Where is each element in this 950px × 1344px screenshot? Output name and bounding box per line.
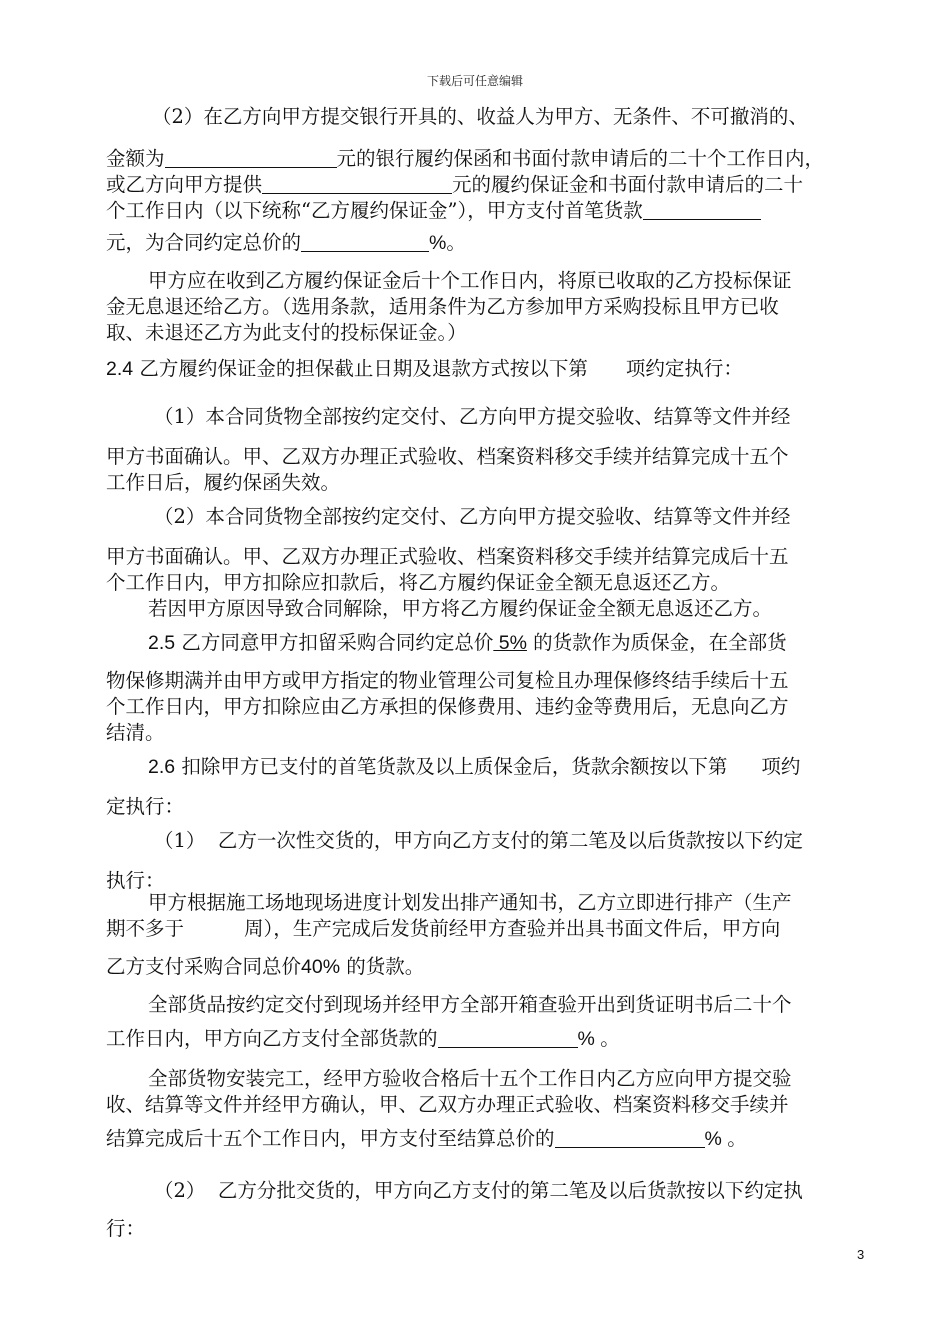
paragraph-line: 甲方书面确认。甲、乙双方办理正式验收、档案资料移交手续并结算完成后十五 — [106, 545, 789, 568]
paragraph-line: 或乙方向甲方提供 元的履约保证金和书面付款申请后的二十 — [106, 173, 804, 196]
paragraph-line: 全部货品按约定交付到现场并经甲方全部开箱查验开出到货证明书后二十个 — [148, 993, 792, 1016]
paragraph-line: 金额为 元的银行履约保函和书面付款申请后的二十个工作日内， — [106, 147, 825, 170]
paragraph-line: 定执行： — [106, 795, 185, 818]
deposit-blank[interactable] — [262, 173, 452, 194]
paragraph-line: 若因甲方原因导致合同解除，甲方将乙方履约保证金全额无息返还乙方。 — [148, 597, 773, 620]
paragraph-line: 工作日后，履约保函失效。 — [106, 471, 341, 494]
paragraph-line: 全部货物安装完工，经甲方验收合格后十五个工作日内乙方应向甲方提交验 — [148, 1067, 792, 1090]
paragraph-line: 金无息退还给乙方。（选用条款，适用条件为乙方参加甲方采购投标且甲方已收 — [106, 295, 779, 318]
paragraph-line: （2）在乙方向甲方提交银行开具的、收益人为甲方、无条件、不可撤消的、 — [152, 105, 808, 128]
paragraph-line: 甲方根据施工场地现场进度计划发出排产通知书，乙方立即进行排产（生产 — [148, 891, 792, 914]
paragraph-line: 期不多于 周），生产完成后发货前经甲方查验并出具书面文件后，甲方向 — [106, 917, 781, 940]
percent-blank[interactable] — [555, 1127, 705, 1148]
paragraph-line: （2）本合同货物全部按约定交付、乙方向甲方提交验收、结算等文件并经 — [154, 505, 791, 528]
clause-heading: 2.6 扣除甲方已支付的首笔货款及以上质保金后，货款余额按以下第 项约 — [148, 755, 801, 778]
paragraph-line: 物保修期满并由甲方或甲方指定的物业管理公司复检且办理保修终结手续后十五 — [106, 669, 789, 692]
paragraph-line: 甲方应在收到乙方履约保证金后十个工作日内，将原已收取的乙方投标保证 — [148, 269, 792, 292]
paragraph-line: 个工作日内，甲方扣除应由乙方承担的保修费用、违约金等费用后，无息向乙方 — [106, 695, 789, 718]
first-payment-blank[interactable] — [643, 199, 761, 220]
paragraph-line: 收、结算等文件并经甲方确认，甲、乙双方办理正式验收、档案资料移交手续并 — [106, 1093, 789, 1116]
paragraph-line: 甲方书面确认。甲、乙双方办理正式验收、档案资料移交手续并结算完成十五个 — [106, 445, 789, 468]
paragraph-line: （1）本合同货物全部按约定交付、乙方向甲方提交验收、结算等文件并经 — [154, 405, 791, 428]
paragraph-line: （2） 乙方分批交货的，甲方向乙方支付的第二笔及以后货款按以下约定执 — [154, 1179, 803, 1202]
page-header: 下载后可任意编辑 — [426, 74, 523, 88]
page-number: 3 — [857, 1247, 865, 1262]
paragraph-line: 个工作日内（以下统称“乙方履约保证金”），甲方支付首笔货款 — [106, 198, 761, 224]
paragraph-line: 乙方支付采购合同总价40% 的货款。 — [106, 955, 425, 978]
amount-blank[interactable] — [165, 147, 337, 168]
clause-heading: 2.4 乙方履约保证金的担保截止日期及退款方式按以下第 项约定执行： — [106, 357, 743, 380]
percent-blank[interactable] — [301, 231, 429, 252]
paragraph-line: 元，为合同约定总价的 %。 — [106, 231, 466, 254]
paragraph-line: 结清。 — [106, 721, 165, 744]
paragraph-line: 行： — [106, 1217, 146, 1240]
paragraph-line: 结算完成后十五个工作日内，甲方支付至结算总价的 % 。 — [106, 1127, 747, 1150]
paragraph-line: 工作日内，甲方向乙方支付全部货款的 % 。 — [106, 1027, 620, 1050]
paragraph-line: 个工作日内，甲方扣除应扣款后，将乙方履约保证金全额无息返还乙方。 — [106, 571, 731, 594]
paragraph-line: 取、未退还乙方为此支付的投标保证金。） — [106, 321, 467, 344]
paragraph-line: 执行： — [106, 869, 165, 892]
percent-blank[interactable] — [438, 1027, 578, 1048]
paragraph-line: （1） 乙方一次性交货的，甲方向乙方支付的第二笔及以后货款按以下约定 — [154, 829, 803, 852]
clause-heading: 2.5 乙方同意甲方扣留采购合同约定总价 5% 的货款作为质保金，在全部货 — [148, 631, 787, 654]
